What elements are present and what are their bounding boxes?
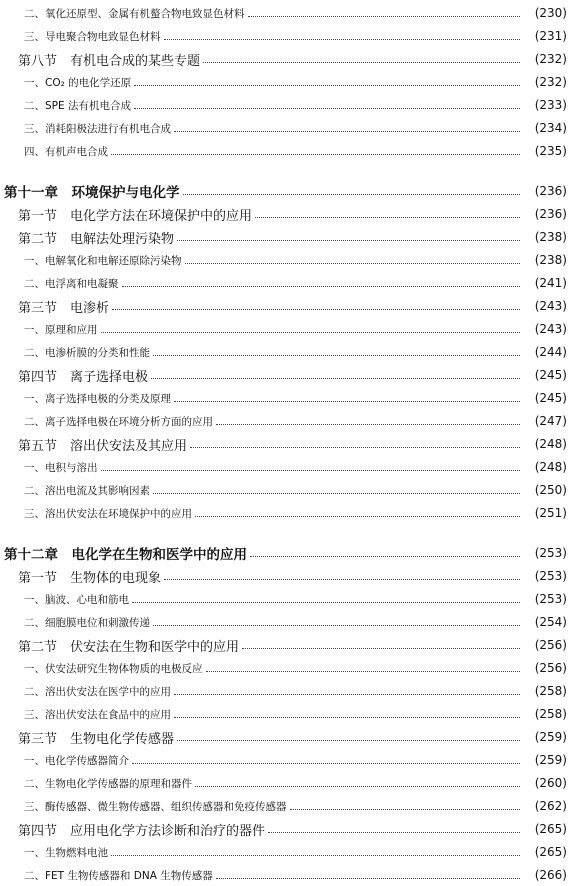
toc-entry-title: 一、电化学传感器简介 <box>24 754 129 767</box>
toc-item <box>0 864 573 886</box>
dot-leader <box>177 240 520 241</box>
toc-chapter <box>0 180 573 202</box>
toc-chapter <box>0 542 573 564</box>
toc-entry-title: 一、伏安法研究生物体物质的电极反应 <box>24 662 203 675</box>
dot-leader <box>101 470 521 471</box>
dot-leader <box>164 579 520 580</box>
toc-item <box>0 272 573 294</box>
toc-page-number: (241) <box>534 276 567 290</box>
dot-leader <box>177 740 520 741</box>
toc-entry-title: 一、电解氧化和电解还原除污染物 <box>24 254 182 267</box>
toc-page-number: (243) <box>534 322 567 336</box>
toc-page-number: (245) <box>534 368 567 382</box>
toc-item <box>0 318 573 340</box>
toc-entry-title: 一、离子选择电极的分类及原理 <box>24 392 171 405</box>
toc-entry-title: 二、溶出电流及其影响因素 <box>24 484 150 497</box>
dot-leader <box>195 516 520 517</box>
dot-leader <box>111 855 520 856</box>
dot-leader <box>174 401 520 402</box>
toc-item <box>0 71 573 93</box>
dot-leader <box>132 602 520 603</box>
toc-section <box>0 203 573 225</box>
dot-leader <box>255 217 520 218</box>
toc-page-number: (248) <box>534 460 567 474</box>
toc-page-number: (231) <box>534 29 567 43</box>
dot-leader <box>151 378 520 379</box>
dot-leader <box>132 763 520 764</box>
toc-item <box>0 249 573 271</box>
toc-entry-title: 第四节 离子选择电极 <box>18 369 149 385</box>
toc-page-number: (254) <box>534 615 567 629</box>
toc-item <box>0 772 573 794</box>
dot-leader <box>174 694 520 695</box>
dot-leader <box>195 786 520 787</box>
dot-leader <box>122 286 521 287</box>
toc-entry-title: 二、FET 生物传感器和 DNA 生物传感器 <box>24 869 213 882</box>
toc-page-number: (253) <box>534 546 567 560</box>
toc-page-number: (265) <box>534 822 567 836</box>
toc-page-number: (244) <box>534 345 567 359</box>
toc-entry-title: 三、溶出伏安法在食品中的应用 <box>24 708 171 721</box>
dot-leader <box>268 832 520 833</box>
toc-page-number: (248) <box>534 437 567 451</box>
dot-leader <box>112 309 520 310</box>
toc-entry-title: 二、离子选择电极在环境分析方面的应用 <box>24 415 213 428</box>
toc-entry-title: 第一节 电化学方法在环境保护中的应用 <box>18 208 253 224</box>
toc-page-number: (266) <box>534 868 567 882</box>
toc-entry-title: 二、生物电化学传感器的原理和器件 <box>24 777 192 790</box>
toc-item <box>0 456 573 478</box>
dot-leader <box>290 809 521 810</box>
toc-entry-title: 第五节 溶出伏安法及其应用 <box>18 438 188 454</box>
dot-leader <box>111 154 520 155</box>
toc-page-number: (234) <box>534 121 567 135</box>
toc-item <box>0 140 573 162</box>
toc-page-number: (232) <box>534 75 567 89</box>
toc-page-number: (236) <box>534 207 567 221</box>
toc-page-number: (232) <box>534 52 567 66</box>
toc-entry-title: 二、电渗析膜的分类和性能 <box>24 346 150 359</box>
dot-leader <box>153 355 520 356</box>
toc-entry-title: 第四节 应用电化学方法诊断和治疗的器件 <box>18 823 266 839</box>
toc-item <box>0 410 573 432</box>
toc-page-number: (265) <box>534 845 567 859</box>
toc-item <box>0 749 573 771</box>
toc-item <box>0 117 573 139</box>
toc-entry-title: 二、SPE 法有机电合成 <box>24 99 131 112</box>
toc-page-number: (230) <box>534 6 567 20</box>
toc-entry-title: 二、溶出伏安法在医学中的应用 <box>24 685 171 698</box>
toc-item <box>0 841 573 863</box>
toc-page-number: (253) <box>534 592 567 606</box>
toc-entry-title: 一、生物燃料电池 <box>24 846 108 859</box>
toc-entry-title: 第一节 生物体的电现象 <box>18 570 162 586</box>
toc-section <box>0 818 573 840</box>
dot-leader <box>134 108 520 109</box>
toc-entry-title: 第十一章 环境保护与电化学 <box>4 185 180 201</box>
toc-entry-title: 二、氧化还原型、金属有机螯合物电致显色材料 <box>24 7 245 20</box>
toc-page-number: (235) <box>534 144 567 158</box>
toc-section <box>0 226 573 248</box>
toc-section <box>0 48 573 70</box>
dot-leader <box>153 493 520 494</box>
toc-page-number: (258) <box>534 684 567 698</box>
toc-entry-title: 三、导电聚合物电致显色材料 <box>24 30 161 43</box>
toc-entry-title: 第十二章 电化学在生物和医学中的应用 <box>4 547 247 563</box>
toc-page-number: (256) <box>534 661 567 675</box>
toc-entry-title: 一、原理和应用 <box>24 323 98 336</box>
toc-page-number: (238) <box>534 253 567 267</box>
toc-page-number: (238) <box>534 230 567 244</box>
toc-section <box>0 295 573 317</box>
dot-leader <box>216 424 520 425</box>
toc-section <box>0 565 573 587</box>
toc-entry-title: 一、电积与溶出 <box>24 461 98 474</box>
toc-entry-title: 二、电浮离和电凝聚 <box>24 277 119 290</box>
toc-item <box>0 341 573 363</box>
toc-item <box>0 387 573 409</box>
toc-page-number: (256) <box>534 638 567 652</box>
toc-item <box>0 588 573 610</box>
toc-entry-title: 三、消耗阳极法进行有机电合成 <box>24 122 171 135</box>
toc-entry-title: 二、细胞膜电位和刺激传递 <box>24 616 150 629</box>
toc-section <box>0 433 573 455</box>
dot-leader <box>242 648 520 649</box>
toc-entry-title: 第三节 生物电化学传感器 <box>18 731 175 747</box>
dot-leader <box>174 717 520 718</box>
toc-entry-title: 第三节 电渗析 <box>18 300 110 316</box>
toc-item <box>0 2 573 24</box>
dot-leader <box>174 131 520 132</box>
toc-page-number: (245) <box>534 391 567 405</box>
toc-item <box>0 479 573 501</box>
toc-page-number: (258) <box>534 707 567 721</box>
toc-entry-title: 三、溶出伏安法在环境保护中的应用 <box>24 507 192 520</box>
toc-item <box>0 657 573 679</box>
toc-entry-title: 第二节 电解法处理污染物 <box>18 231 175 247</box>
toc-page-number: (259) <box>534 730 567 744</box>
toc-page-number: (243) <box>534 299 567 313</box>
toc-section <box>0 364 573 386</box>
toc-section <box>0 726 573 748</box>
toc-page-number: (236) <box>534 184 567 198</box>
toc-item <box>0 94 573 116</box>
toc-page-number: (262) <box>534 799 567 813</box>
toc-entry-title: 三、酶传感器、微生物传感器、组织传感器和免疫传感器 <box>24 800 287 813</box>
dot-leader <box>134 85 520 86</box>
dot-leader <box>190 447 520 448</box>
dot-leader <box>164 39 521 40</box>
toc-item <box>0 680 573 702</box>
dot-leader <box>216 878 520 879</box>
toc-page-number: (247) <box>534 414 567 428</box>
dot-leader <box>206 671 521 672</box>
dot-leader <box>101 332 521 333</box>
dot-leader <box>185 263 521 264</box>
dot-leader <box>248 16 521 17</box>
toc-item <box>0 502 573 524</box>
toc-page-number: (259) <box>534 753 567 767</box>
toc-item <box>0 703 573 725</box>
toc-entry-title: 四、有机声电合成 <box>24 145 108 158</box>
toc-entry-title: 第二节 伏安法在生物和医学中的应用 <box>18 639 240 655</box>
toc-page-number: (251) <box>534 506 567 520</box>
toc-item <box>0 25 573 47</box>
toc-item <box>0 611 573 633</box>
toc-entry-title: 一、脑波、心电和筋电 <box>24 593 129 606</box>
dot-leader <box>153 625 520 626</box>
toc-section <box>0 634 573 656</box>
dot-leader <box>250 556 520 557</box>
toc-page-number: (233) <box>534 98 567 112</box>
toc-page-number: (260) <box>534 776 567 790</box>
toc-page-number: (250) <box>534 483 567 497</box>
toc-page-number: (253) <box>534 569 567 583</box>
toc-item <box>0 795 573 817</box>
toc-entry-title: 一、CO₂ 的电化学还原 <box>24 76 132 89</box>
dot-leader <box>203 62 520 63</box>
toc-entry-title: 第八节 有机电合成的某些专题 <box>18 53 201 69</box>
dot-leader <box>183 194 521 195</box>
